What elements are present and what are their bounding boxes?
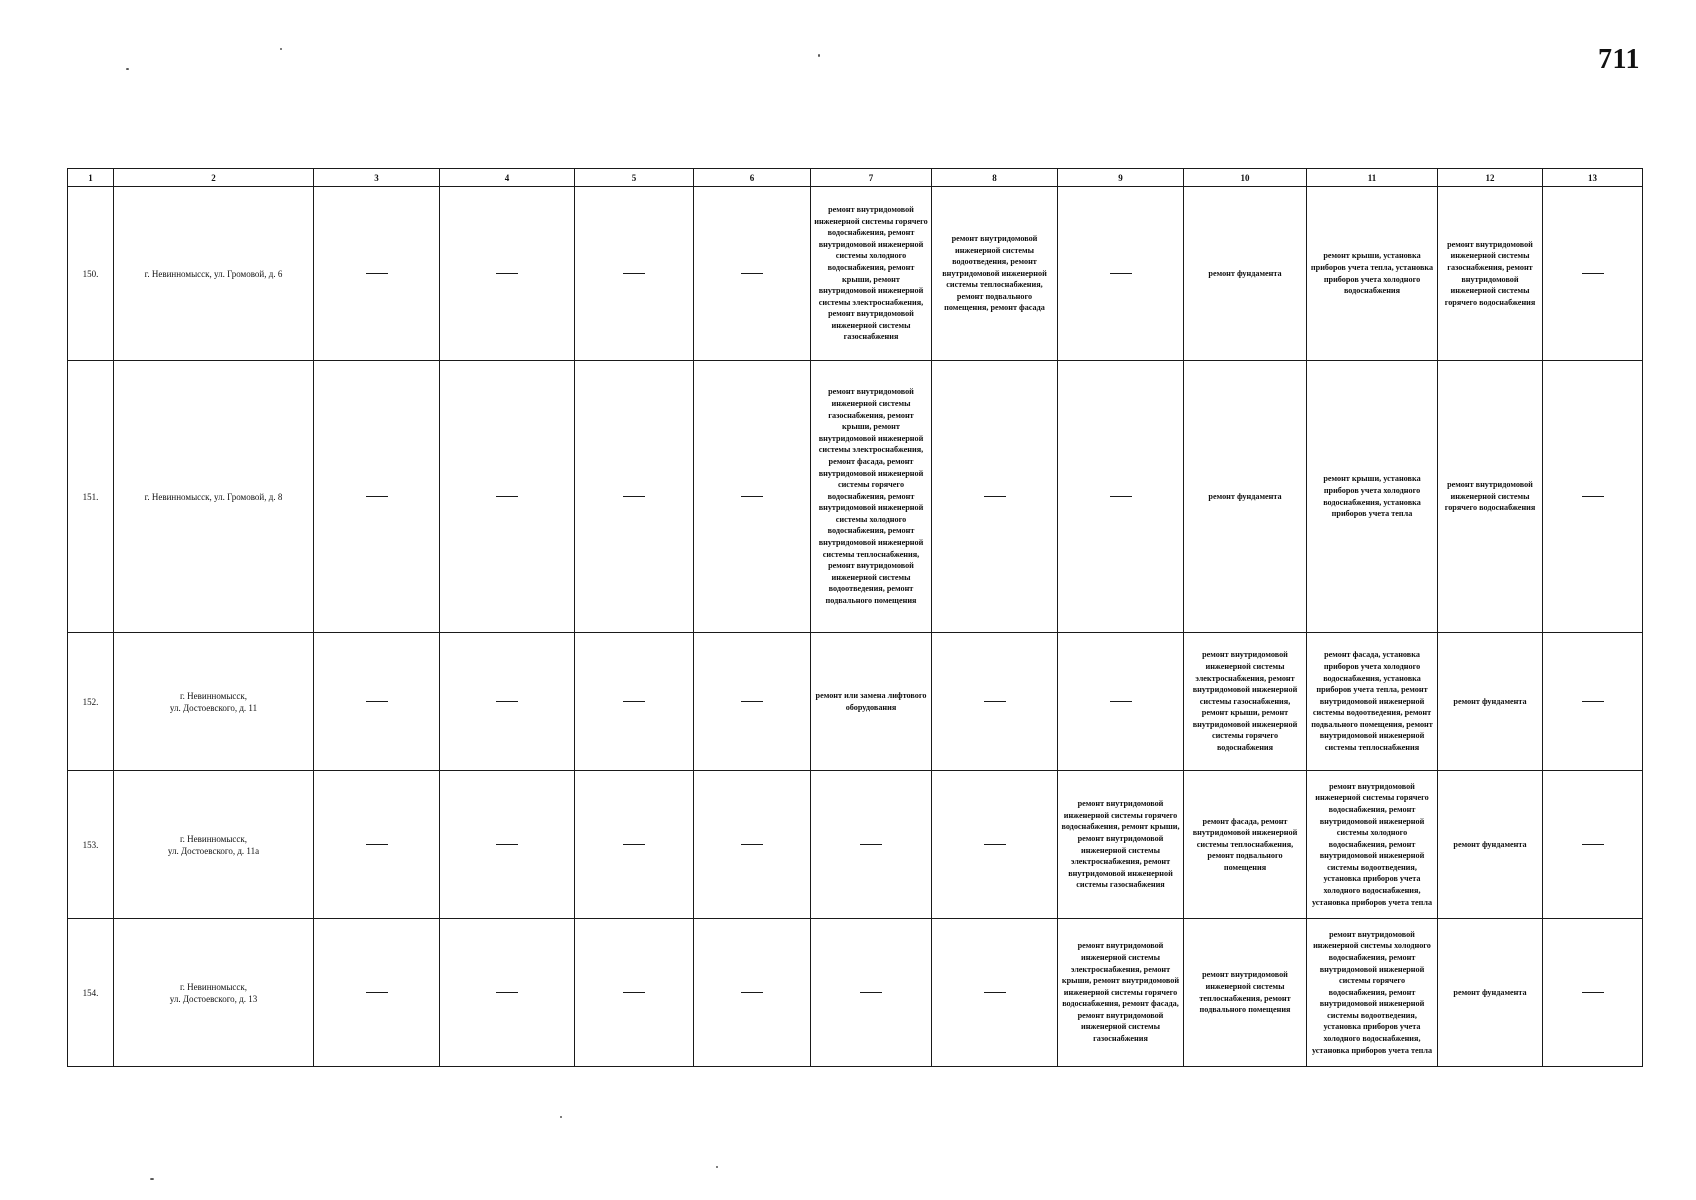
- dash-mark: [496, 496, 518, 497]
- dash-mark: [1582, 844, 1604, 845]
- work-cell: [1058, 771, 1184, 919]
- column-number: 9: [1058, 169, 1184, 187]
- work-text: ремонт фундамента: [1208, 491, 1282, 501]
- column-number: 2: [114, 169, 314, 187]
- empty-cell: [440, 771, 575, 919]
- work-text: ремонт фундамента: [1208, 268, 1282, 278]
- dash-mark: [741, 701, 763, 702]
- empty-cell: [932, 919, 1058, 1067]
- empty-cell: [1543, 633, 1643, 771]
- table-row: [68, 361, 1643, 633]
- column-number: 6: [694, 169, 811, 187]
- work-text: ремонт крыши, установка приборов учета холодного водоснабжения, установка приборов учета тепла: [1323, 474, 1421, 519]
- work-text: ремонт внутридомовой инженерной системы горячего водоснабжения, ремонт внутридомовой инженерной системы холодного водоснабжения, ремонт крыши, ремонт внутридомовой инженерной системы электроснабжения, ремонт внутридомовой инженерной системы газоснабжения: [814, 204, 928, 342]
- work-text: ремонт фасада, ремонт внутридомовой инженерной системы теплоснабжения, ремонт подвального помещения: [1192, 816, 1298, 872]
- table-row: [68, 919, 1643, 1067]
- work-cell: [1438, 361, 1543, 633]
- empty-cell: [694, 919, 811, 1067]
- address-line: ул. Достоевского, д. 11а: [167, 845, 260, 856]
- empty-cell: [694, 633, 811, 771]
- dash-mark: [984, 844, 1006, 845]
- empty-cell: [314, 919, 440, 1067]
- work-text: ремонт внутридомовой инженерной системы горячего водоснабжения, ремонт крыши, ремонт внутридомовой инженерной системы электроснабжения, ремонт внутридомовой инженерной системы газоснабжения: [1061, 799, 1180, 890]
- dash-mark: [496, 273, 518, 274]
- work-text: ремонт внутридомовой инженерной системы теплоснабжения, ремонт подвального помещения: [1199, 970, 1291, 1015]
- work-cell: [932, 187, 1058, 361]
- empty-cell: [1058, 633, 1184, 771]
- empty-cell: [575, 633, 694, 771]
- dash-mark: [741, 992, 763, 993]
- empty-cell: [440, 919, 575, 1067]
- empty-cell: [314, 361, 440, 633]
- empty-cell: [1543, 919, 1643, 1067]
- dash-mark: [860, 992, 882, 993]
- empty-cell: [694, 187, 811, 361]
- column-number: 7: [811, 169, 932, 187]
- work-text: ремонт фундамента: [1453, 696, 1527, 706]
- address-line: ул. Достоевского, д. 13: [169, 993, 258, 1004]
- work-cell: [1184, 919, 1307, 1067]
- work-cell: [1438, 633, 1543, 771]
- dash-mark: [1582, 992, 1604, 993]
- dash-mark: [1582, 701, 1604, 702]
- table-row: [68, 187, 1643, 361]
- work-text: ремонт фасада, установка приборов учета холодного водоснабжения, установка приборов учета тепла, ремонт внутридомовой инженерной системы водоотведения, ремонт подвального помещения, ремонт внутридомовой инженерной системы теплоснабжения: [1311, 650, 1433, 753]
- column-number-row: [68, 169, 1643, 187]
- column-number: 1: [68, 169, 114, 187]
- empty-cell: [1543, 361, 1643, 633]
- dash-mark: [984, 992, 1006, 993]
- repair-schedule-table: [67, 168, 1643, 1067]
- column-number: 10: [1184, 169, 1307, 187]
- scan-speck: [150, 1178, 154, 1180]
- row-number: 151.: [68, 361, 114, 633]
- dash-mark: [623, 844, 645, 845]
- work-cell: [1438, 919, 1543, 1067]
- empty-cell: [932, 771, 1058, 919]
- dash-mark: [366, 992, 388, 993]
- scan-speck: [716, 1166, 718, 1168]
- address-cell: г. Невинномысск, ул. Громовой, д. 6: [114, 187, 314, 361]
- address-cell: [114, 919, 314, 1067]
- row-number: 154.: [68, 919, 114, 1067]
- dash-mark: [623, 701, 645, 702]
- work-cell: [1184, 187, 1307, 361]
- work-text: ремонт внутридомовой инженерной системы холодного водоснабжения, ремонт внутридомовой инженерной системы горячего водоснабжения, ремонт внутридомовой инженерной системы водоотведения, установка приборов учета холодного водоснабжения, установка приборов учета тепла: [1311, 929, 1433, 1055]
- work-cell: [1438, 771, 1543, 919]
- dash-mark: [496, 844, 518, 845]
- address-line: ул. Достоевского, д. 11: [169, 702, 258, 713]
- empty-cell: [314, 771, 440, 919]
- empty-cell: [694, 361, 811, 633]
- address-line: г. Невинномысск,: [179, 981, 248, 992]
- empty-cell: [932, 633, 1058, 771]
- dash-mark: [984, 701, 1006, 702]
- dash-mark: [366, 496, 388, 497]
- work-cell: [1307, 187, 1438, 361]
- page-number: 711: [1598, 44, 1640, 75]
- work-text: ремонт внутридомовой инженерной системы газоснабжения, ремонт внутридомовой инженерной системы горячего водоснабжения: [1444, 239, 1536, 307]
- empty-cell: [932, 361, 1058, 633]
- empty-cell: [694, 771, 811, 919]
- column-number: 11: [1307, 169, 1438, 187]
- empty-cell: [1543, 771, 1643, 919]
- dash-mark: [496, 992, 518, 993]
- column-number: 3: [314, 169, 440, 187]
- work-text: ремонт внутридомовой инженерной системы горячего водоснабжения, ремонт внутридомовой инженерной системы холодного водоснабжения, ремонт внутридомовой инженерной системы водоотведения, установка приборов учета холодного водоснабжения, установка приборов учета тепла: [1311, 781, 1433, 907]
- work-text: ремонт внутридомовой инженерной системы водоотведения, ремонт внутридомовой инженерной системы теплоснабжения, ремонт подвального помещения, ремонт фасада: [942, 233, 1047, 313]
- address-cell: [114, 771, 314, 919]
- address-line: г. Невинномысск,: [179, 690, 248, 701]
- scan-speck: [560, 1116, 562, 1118]
- work-text: ремонт внутридомовой инженерной системы газоснабжения, ремонт крыши, ремонт внутридомовой инженерной системы электроснабжения, ремонт фасада, ремонт внутридомовой инженерной системы горячего водоснабжения, ремонт внутридомовой инженерной системы холодного водоснабжения, ремонт внутридомовой инженерной системы теплоснабжения, ремонт внутридомовой инженерной системы водоотведения, ремонт подвального помещения: [818, 387, 924, 606]
- column-number: 4: [440, 169, 575, 187]
- work-cell: [811, 187, 932, 361]
- work-cell: [1184, 771, 1307, 919]
- row-number: 153.: [68, 771, 114, 919]
- empty-cell: [440, 633, 575, 771]
- empty-cell: [314, 633, 440, 771]
- empty-cell: [811, 919, 932, 1067]
- empty-cell: [440, 361, 575, 633]
- dash-mark: [623, 992, 645, 993]
- dash-mark: [741, 844, 763, 845]
- work-text: ремонт внутридомовой инженерной системы горячего водоснабжения: [1444, 480, 1536, 513]
- work-text: ремонт фундамента: [1453, 987, 1527, 997]
- empty-cell: [575, 771, 694, 919]
- work-cell: [1307, 919, 1438, 1067]
- empty-cell: [440, 187, 575, 361]
- work-cell: [1307, 771, 1438, 919]
- empty-cell: [811, 771, 932, 919]
- work-text: ремонт фундамента: [1453, 839, 1527, 849]
- dash-mark: [623, 496, 645, 497]
- empty-cell: [1543, 187, 1643, 361]
- address-line: г. Невинномысск,: [179, 833, 248, 844]
- empty-cell: [1058, 361, 1184, 633]
- dash-mark: [366, 273, 388, 274]
- work-text: ремонт или замена лифтового оборудования: [815, 690, 927, 712]
- work-cell: [1184, 361, 1307, 633]
- address-cell: [114, 633, 314, 771]
- scan-speck: [818, 54, 820, 57]
- work-cell: [811, 633, 932, 771]
- empty-cell: [575, 361, 694, 633]
- column-number: 13: [1543, 169, 1643, 187]
- dash-mark: [741, 273, 763, 274]
- dash-mark: [860, 844, 882, 845]
- work-cell: [1307, 633, 1438, 771]
- table-row: [68, 633, 1643, 771]
- dash-mark: [984, 496, 1006, 497]
- work-cell: [1438, 187, 1543, 361]
- column-number: 8: [932, 169, 1058, 187]
- dash-mark: [1110, 496, 1132, 497]
- work-cell: [811, 361, 932, 633]
- work-cell: [1307, 361, 1438, 633]
- dash-mark: [1582, 273, 1604, 274]
- column-number: 5: [575, 169, 694, 187]
- scan-speck: [126, 68, 129, 70]
- dash-mark: [366, 844, 388, 845]
- empty-cell: [1058, 187, 1184, 361]
- dash-mark: [1110, 273, 1132, 274]
- table-row: [68, 771, 1643, 919]
- dash-mark: [1582, 496, 1604, 497]
- row-number: 150.: [68, 187, 114, 361]
- empty-cell: [314, 187, 440, 361]
- work-cell: [1184, 633, 1307, 771]
- empty-cell: [575, 187, 694, 361]
- dash-mark: [623, 273, 645, 274]
- empty-cell: [575, 919, 694, 1067]
- scan-speck: [280, 48, 282, 50]
- dash-mark: [366, 701, 388, 702]
- work-cell: [1058, 919, 1184, 1067]
- work-text: ремонт крыши, установка приборов учета тепла, установка приборов учета холодного водоснабжения: [1310, 251, 1434, 296]
- work-text: ремонт внутридомовой инженерной системы электроснабжения, ремонт крыши, ремонт внутридомовой инженерной системы горячего водоснабжения, ремонт фасада, ремонт внутридомовой инженерной системы газоснабжения: [1061, 941, 1180, 1044]
- dash-mark: [496, 701, 518, 702]
- work-text: ремонт внутридомовой инженерной системы электроснабжения, ремонт внутридомовой инженерной системы газоснабжения, ремонт крыши, ремонт внутридомовой инженерной системы горячего водоснабжения: [1192, 650, 1298, 753]
- row-number: 152.: [68, 633, 114, 771]
- column-number: 12: [1438, 169, 1543, 187]
- dash-mark: [741, 496, 763, 497]
- dash-mark: [1110, 701, 1132, 702]
- address-cell: г. Невинномысск, ул. Громовой, д. 8: [114, 361, 314, 633]
